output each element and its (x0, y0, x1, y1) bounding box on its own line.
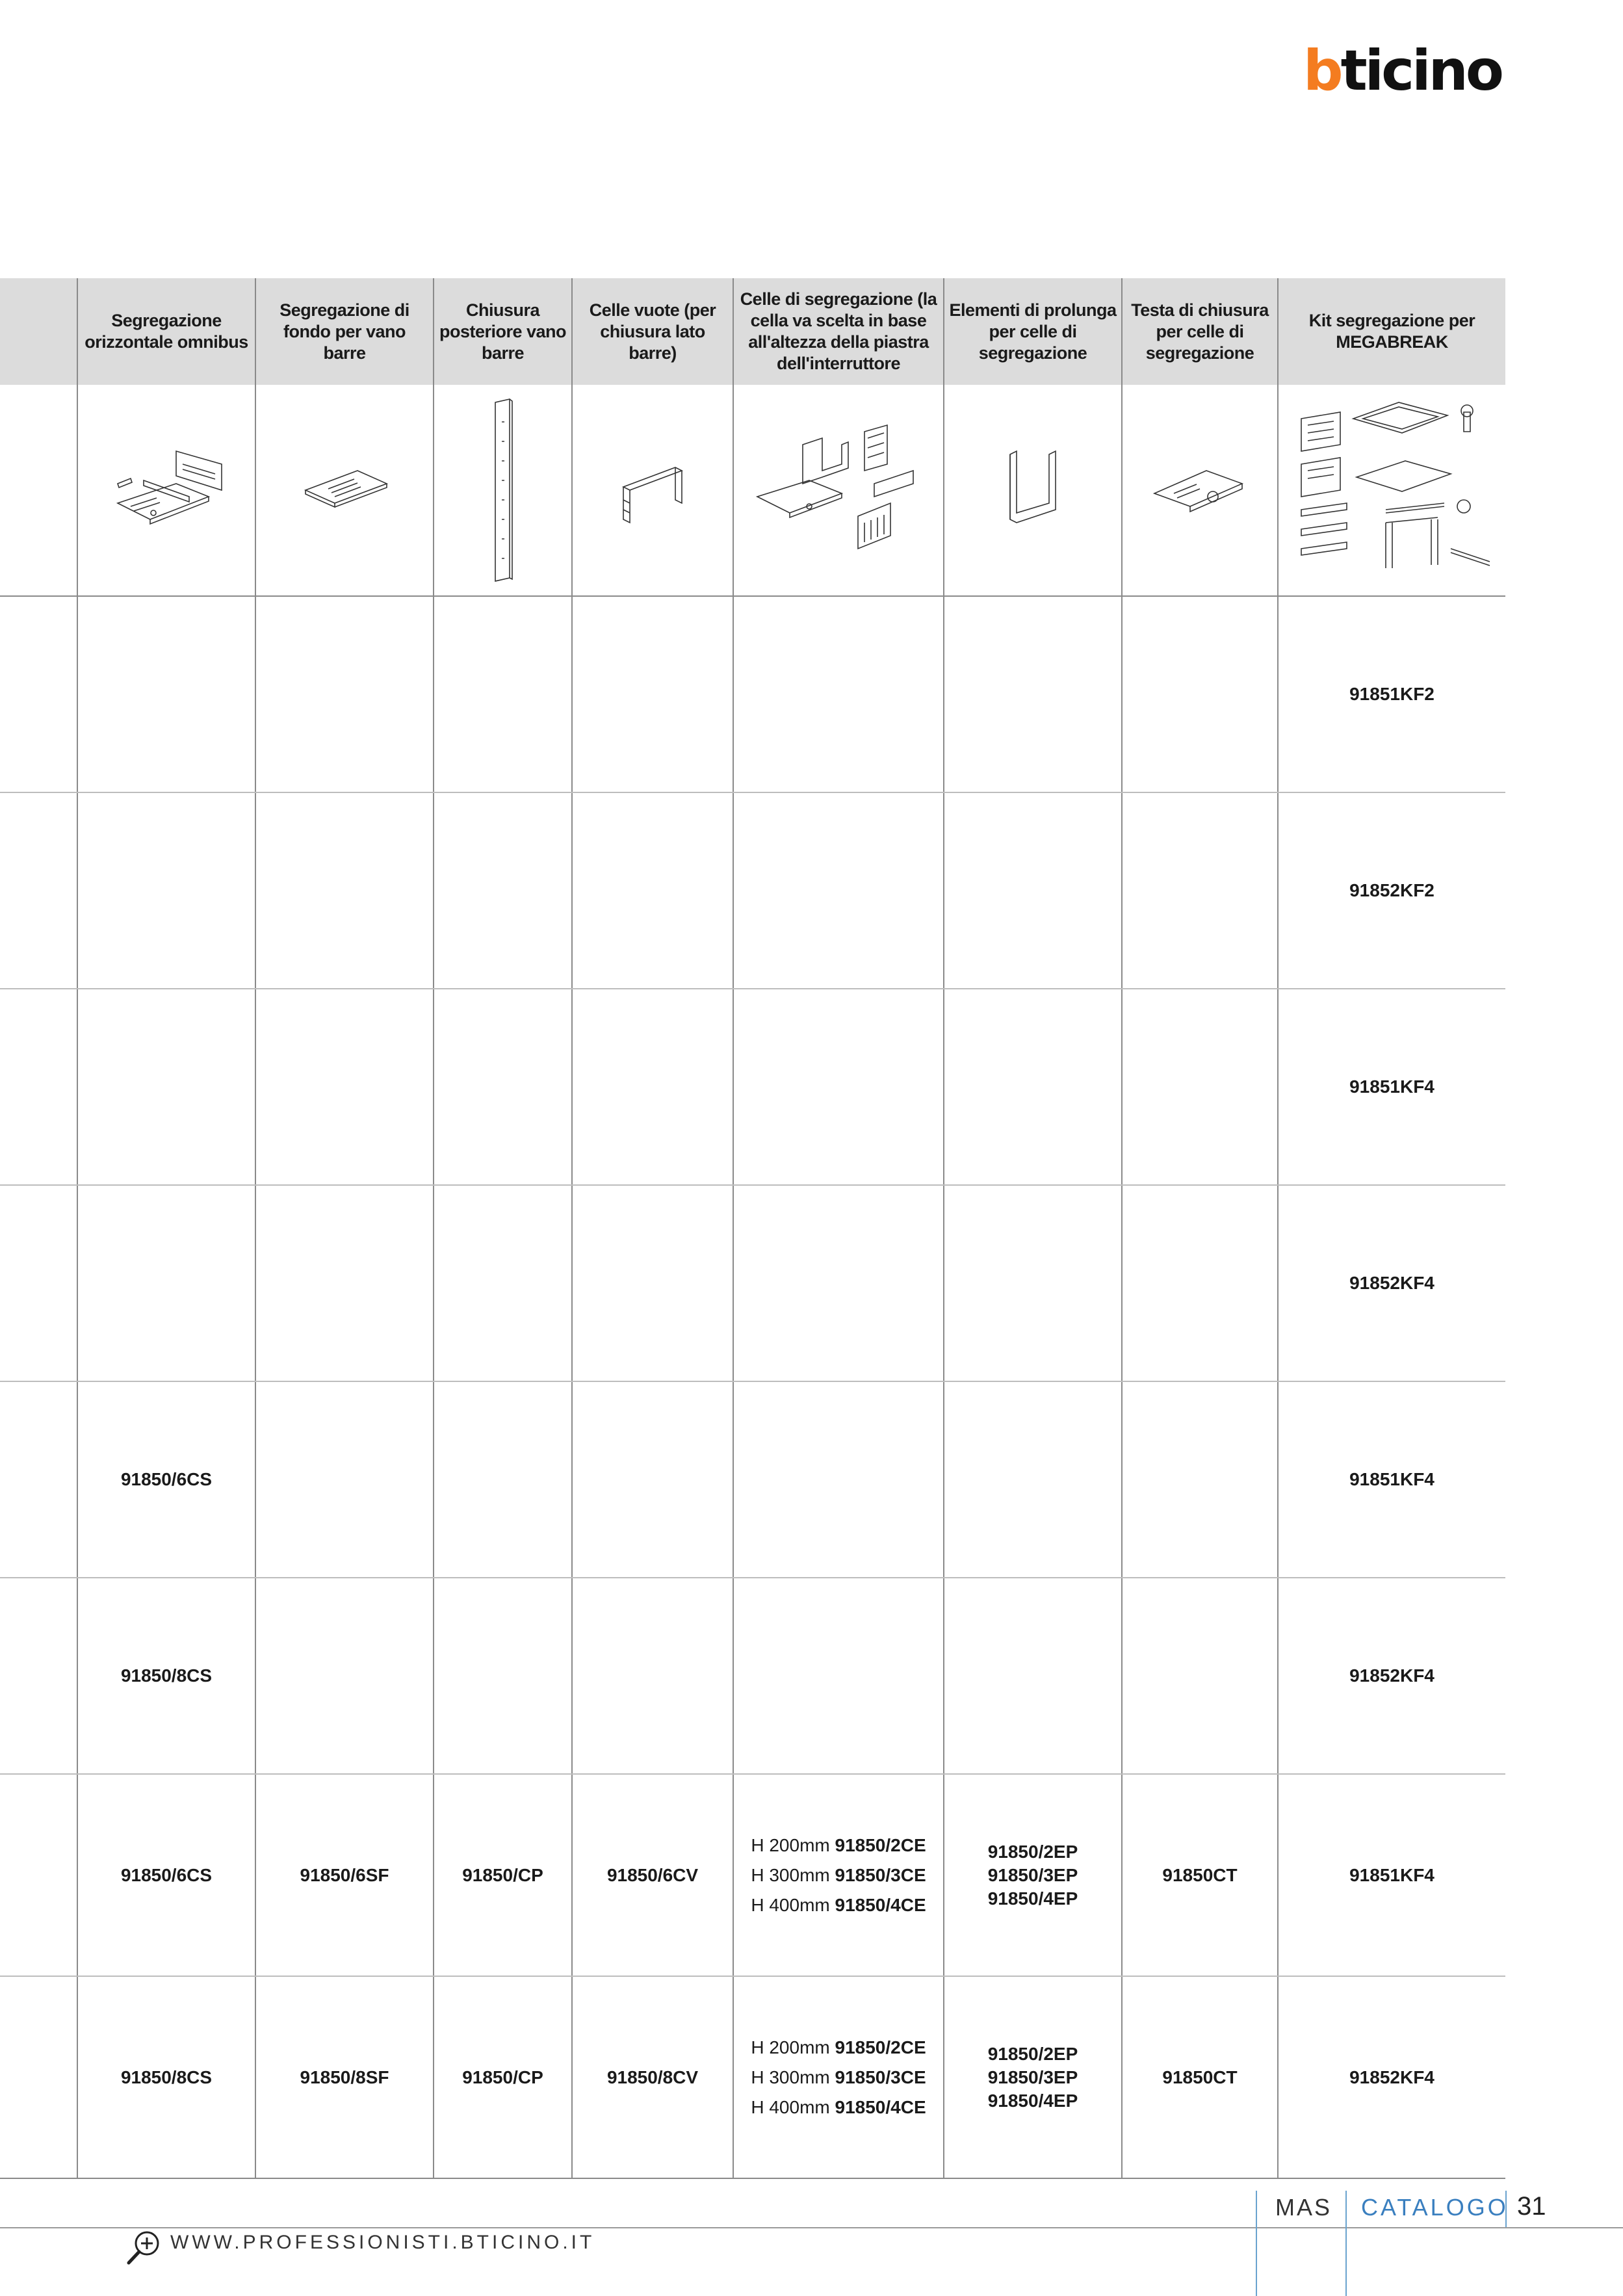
cell-celle-segregazione (733, 989, 944, 1185)
header-celle-vuote: Celle vuote (per chiusura lato barre) (572, 278, 733, 385)
cell-celle-segregazione: H 200mm 91850/2CE H 300mm 91850/3CE H 400mm 91850/4CE (733, 1774, 944, 1976)
table-row (0, 1381, 1505, 1578)
product-table (0, 278, 1505, 2179)
illustration-prolunga (944, 385, 1122, 596)
illustration-celle-segregazione (733, 385, 944, 596)
illustration-omnibus (77, 385, 255, 596)
footer-catalogo: CATALOGO (1361, 2194, 1509, 2221)
cell-fondo (255, 792, 434, 989)
cell-omnibus: 91850/8CS (77, 1578, 255, 1774)
cell-prolunga (944, 792, 1122, 989)
illustration-celle-vuote (572, 385, 733, 596)
illustration-kit (1278, 385, 1505, 596)
magnifier-plus-icon (125, 2228, 162, 2267)
cell-chiusura: 91850/CP (434, 1976, 572, 2178)
cell-celle-segregazione (733, 1185, 944, 1381)
cell-celle-vuote (572, 989, 733, 1185)
cell-testa (1122, 1381, 1278, 1578)
cell-kit: 91851KF4 (1278, 1774, 1505, 1976)
cell-fondo (255, 989, 434, 1185)
cell-testa (1122, 792, 1278, 989)
header-blank (0, 278, 77, 385)
header-omnibus: Segregazione orizzontale omnibus (77, 278, 255, 385)
table-row (0, 1578, 1505, 1774)
cell-fondo: 91850/6SF (255, 1774, 434, 1976)
cell-testa: 91850CT (1122, 1976, 1278, 2178)
header-fondo: Segregazione di fondo per vano barre (255, 278, 434, 385)
cell-celle-vuote (572, 1381, 733, 1578)
cell-celle-segregazione: H 200mm 91850/2CE H 300mm 91850/3CE H 400mm 91850/4CE (733, 1976, 944, 2178)
cell-prolunga (944, 1381, 1122, 1578)
cell-omnibus (77, 989, 255, 1185)
cell-testa (1122, 1185, 1278, 1381)
cell-prolunga: 91850/2EP 91850/3EP 91850/4EP (944, 1976, 1122, 2178)
table-header-row (0, 278, 1505, 385)
cell-prolunga (944, 1578, 1122, 1774)
cell-chiusura (434, 1381, 572, 1578)
cell-kit: 91851KF4 (1278, 1381, 1505, 1578)
table-row (0, 792, 1505, 989)
illustration-row (0, 385, 1505, 596)
table-row (0, 1976, 1505, 2178)
footer-separator-1 (1256, 2191, 1257, 2296)
cell-kit: 91852KF2 (1278, 792, 1505, 989)
cell-testa (1122, 596, 1278, 792)
cell-celle-vuote: 91850/8CV (572, 1976, 733, 2178)
header-testa: Testa di chiusura per celle di segregazione (1122, 278, 1278, 385)
cell-fondo (255, 1185, 434, 1381)
cell-fondo (255, 1578, 434, 1774)
header-chiusura: Chiusura posteriore vano barre (434, 278, 572, 385)
cell-prolunga (944, 1185, 1122, 1381)
cell-chiusura (434, 792, 572, 989)
cell-chiusura (434, 989, 572, 1185)
cell-prolunga: 91850/2EP 91850/3EP 91850/4EP (944, 1774, 1122, 1976)
cell-kit: 91852KF4 (1278, 1976, 1505, 2178)
cell-prolunga (944, 989, 1122, 1185)
cell-omnibus (77, 1185, 255, 1381)
cell-celle-segregazione (733, 1381, 944, 1578)
cell-omnibus (77, 792, 255, 989)
cell-celle-segregazione (733, 792, 944, 989)
cell-omnibus: 91850/6CS (77, 1381, 255, 1578)
cell-kit: 91851KF4 (1278, 989, 1505, 1185)
cell-celle-segregazione (733, 1578, 944, 1774)
cell-omnibus: 91850/6CS (77, 1774, 255, 1976)
cell-omnibus: 91850/8CS (77, 1976, 255, 2178)
cell-omnibus (77, 596, 255, 792)
footer-separator-2 (1345, 2191, 1347, 2296)
table-row (0, 1185, 1505, 1381)
cell-celle-vuote (572, 1185, 733, 1381)
header-kit: Kit segregazione per MEGABREAK (1278, 278, 1505, 385)
table-row (0, 596, 1505, 792)
cell-testa: 91850CT (1122, 1774, 1278, 1976)
cell-testa (1122, 989, 1278, 1185)
cell-celle-vuote (572, 596, 733, 792)
table-row (0, 989, 1505, 1185)
cell-fondo (255, 1381, 434, 1578)
illustration-fondo (255, 385, 434, 596)
cell-chiusura: 91850/CP (434, 1774, 572, 1976)
cell-fondo: 91850/8SF (255, 1976, 434, 2178)
cell-kit: 91852KF4 (1278, 1578, 1505, 1774)
page-number: 31 (1517, 2192, 1546, 2221)
table-row (0, 1774, 1505, 1976)
cell-celle-vuote: 91850/6CV (572, 1774, 733, 1976)
illustration-chiusura (434, 385, 572, 596)
header-celle-segregazione: Celle di segregazione (la cella va scelta in base all'altezza della piastra dell'interruttore (733, 278, 944, 385)
cell-chiusura (434, 596, 572, 792)
header-prolunga: Elementi di prolunga per celle di segregazione (944, 278, 1122, 385)
cell-kit: 91851KF2 (1278, 596, 1505, 792)
cell-celle-vuote (572, 1578, 733, 1774)
cell-prolunga (944, 596, 1122, 792)
cell-fondo (255, 596, 434, 792)
bticino-logo: bticino (1303, 38, 1501, 103)
website-link[interactable]: WWW.PROFESSIONISTI.BTICINO.IT (170, 2232, 595, 2253)
footer-mas: MAS (1275, 2194, 1332, 2221)
cell-celle-vuote (572, 792, 733, 989)
footer-divider (0, 2227, 1623, 2228)
cell-celle-segregazione (733, 596, 944, 792)
cell-testa (1122, 1578, 1278, 1774)
illustration-blank (0, 385, 77, 596)
cell-chiusura (434, 1185, 572, 1381)
cell-chiusura (434, 1578, 572, 1774)
illustration-testa (1122, 385, 1278, 596)
cell-kit: 91852KF4 (1278, 1185, 1505, 1381)
